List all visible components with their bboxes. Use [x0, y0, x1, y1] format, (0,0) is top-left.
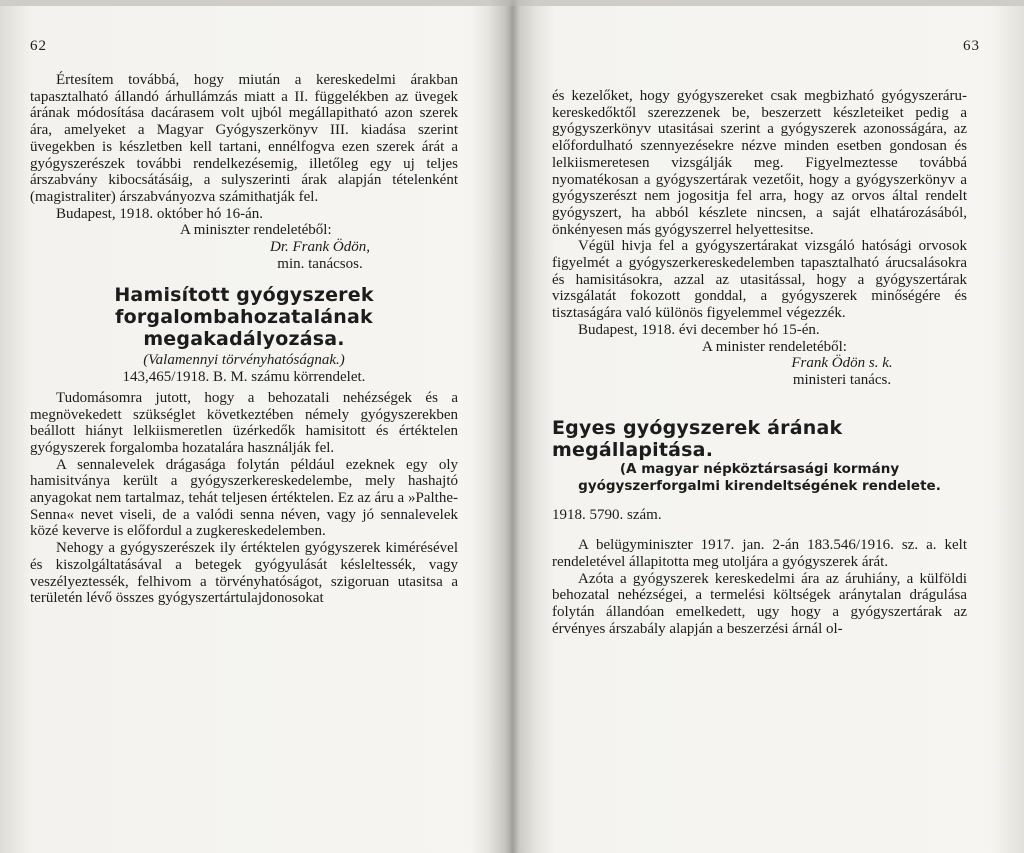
body-paragraph-1-right: és kezelőket, hogy gyógyszereket csak megbizható gyógyszerárukereskedőktől szerezzenek be, beszerzett készleteiket pedig a gyógyszerkönyv utasitásai szerint a gyógyszerek azonosságára, az előfordulható szennyezésekre nézve minden esetben gondosan és lelkiismeretesen vizsgálják meg. Figyelmeztesse továbbá nyomatékosan a gyógyszertárak vezetőit, hogy a gyógyszerkönyv a gyógyszerészt nem jogositja fel arra, hogy az orvos által rendelt gyógyszert, ha abból készlete nincsen, a saját elhatározásából, önkényesen más gyógyszerrel helyettesitse. [552, 88, 967, 238]
body-paragraph-3-right: A belügyminiszter 1917. jan. 2-án 183.546/1916. sz. a. kelt rendeletével állapitotta meg utoljára a gyógyszerek árát. [552, 537, 967, 571]
page-number-left: 62 [30, 38, 47, 54]
signature-rank-left: min. tanácsos. [277, 255, 363, 272]
signature-intro-left: A miniszter rendeletéből: [180, 222, 332, 239]
page-number-right: 63 [963, 38, 980, 54]
right-page [520, 0, 1024, 853]
body-paragraph-1-left: Tudomásomra jutott, hogy a behozatali nehézségek és a megnövekedett szükséglet következtében némely gyógyszerekben beállott hiányt lelkiismeretlen üzérkedők hamisitott és értéktelen gyógyszerek forgalomba hozatalára használják fel. [30, 389, 458, 456]
signature-intro-right: A minister rendeletéből: [702, 338, 847, 355]
right-column [552, 88, 967, 638]
body-paragraph-2-left: A sennalevelek drágasága folytán például ezeknek egy oly hamisitványa került a gyógyszerkereskedelembe, mely hashajtó anyagokat nem tartalmaz, tehát teljesen értéktelen. Ez az áru a »Palthe-Senna« nevet viseli, de a valódi senna néven, vagy jó sennalevelek közé keverve is előfordul a zugkereskedelemben. [30, 456, 458, 540]
section-subtitle-right: (A magyar népköztársasági kormány gyógyszerforgalmi kirendeltségének rendelete. [578, 460, 941, 494]
signature-name-left: Dr. Frank Ödön, [270, 239, 370, 256]
body-paragraph-3-left: Nehogy a gyógyszerészek ily értéktelen gyógyszerek kimérésével és kiszolgáltatásával a betegek gyógyulását késleltessék, vagy veszélyeztessék, felhivom a törvényhatóságot, szigoruan utasitsa a területén lévő összes gyógyszertártulajdonosokat [30, 540, 458, 607]
decree-number-left: 143,465/1918. B. M. számu körrendelet. [122, 369, 366, 386]
section-title-left: Hamisított gyógyszerek forgalombahozatalának megakadályozása. [114, 284, 374, 351]
dateline-right: Budapest, 1918. évi december hó 15-én. [578, 321, 820, 338]
left-column [30, 72, 458, 607]
left-page [0, 0, 505, 853]
body-paragraph-4-right: Azóta a gyógyszerek kereskedelmi ára az áruhiány, a külföldi behozatal nehézségei, a termelési költségek aránytalan drágulása folytán állandóan emelkedett, ugy hogy a gyógyszertárak az érvényes árszabály alapján a beszerzési árnál ol- [552, 570, 967, 637]
intro-paragraph: Értesítem továbbá, hogy miután a kereskedelmi árakban tapasztalható állandó árhullámzás miatt a II. függelékben az üvegek árának módosítása dacárasem volt ujból megállapitható azon szerek ára, amelyeket a Magyar Gyógyszerkönyv III. kiadása szerint üvegekben is készletben kell tartani, ennélfogva ezen szerek árát a gyógyszerészek további rendelkezésemig, illetőleg egy uj teljes árszabvány kibocsátásáig, a sulyszerinti árak alapján tételenként (magistraliter) árszabványozva számithatják fel. [30, 72, 458, 205]
decree-number-right: 1918. 5790. szám. [552, 506, 662, 523]
signature-rank-right: ministeri tanács. [792, 371, 892, 388]
signature-name-right: Frank Ödön s. k. [791, 355, 893, 372]
body-paragraph-2-right: Végül hivja fel a gyógyszertárakat vizsgáló hatósági orvosok figyelmét a gyógyszerkereskedelemben tapasztalható árucsalásokra és hamisitásokra, azzal az utasitással, hogy a gyógyszertárak vizsgálatát fokozott gonddal, a gyógyszerek minőségére és tisztaságára való különös figyelemmel végezzék. [552, 238, 967, 322]
section-subtitle-left: (Valamennyi törvényhatóságnak.) [143, 352, 345, 369]
section-title-right: Egyes gyógyszerek árának megállapitása. [552, 416, 843, 461]
dateline-left: Budapest, 1918. október hó 16-án. [56, 205, 264, 222]
